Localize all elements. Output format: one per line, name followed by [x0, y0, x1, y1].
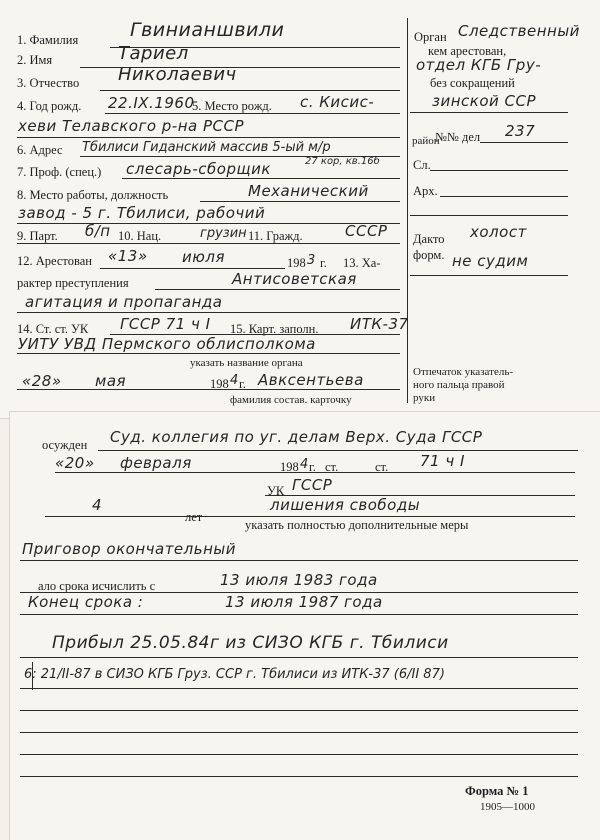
- value-profession: слесарь-сборщик: [126, 160, 271, 178]
- label-convicted: осужден: [42, 438, 88, 452]
- value-verdict: Приговор окончательный: [22, 540, 236, 558]
- label-rayon: район: [412, 135, 440, 147]
- value-term-start: 13 июля 1983 года: [220, 571, 378, 589]
- label-birth-place: 5. Место рожд.: [192, 99, 272, 113]
- hint-extra: указать полностью дополнительные меры: [245, 518, 469, 532]
- label-organ-3: без сокращений: [430, 76, 515, 90]
- rule-blank-4: [20, 776, 578, 777]
- value-article: 71 ч I: [420, 452, 465, 470]
- rule-birth: [105, 113, 400, 114]
- label-uk: УК: [267, 484, 285, 498]
- rule-workplace: [200, 201, 400, 202]
- label-sentence-g: г.: [309, 460, 316, 474]
- value-surname: Гвинианшвили: [130, 19, 285, 41]
- label-dakto: Дакто: [413, 232, 445, 246]
- value-case-no: 237: [505, 122, 536, 140]
- rule-arkh: [440, 196, 568, 197]
- value-date-day: «28»: [22, 372, 62, 390]
- rule-birth-2: [17, 137, 400, 138]
- rule-arrived: [20, 657, 578, 658]
- bottom-card: [10, 412, 600, 840]
- rule-blank-3: [20, 754, 578, 755]
- value-sentence-month: февраля: [120, 454, 192, 472]
- rule-sl: [430, 170, 568, 171]
- label-arrested: 12. Арестован: [17, 254, 92, 268]
- rule-nature: [155, 289, 400, 290]
- label-st2: ст.: [375, 460, 389, 474]
- label-year-unit: г.: [320, 256, 327, 270]
- rule-nature-2: [17, 312, 400, 313]
- label-case-no: №№ дел: [435, 130, 481, 144]
- label-patronymic: 3. Отчество: [17, 76, 80, 90]
- value-nature-2: агитация и пропаганда: [25, 293, 223, 311]
- value-date-month: мая: [95, 372, 127, 390]
- rule-punishment: [45, 516, 575, 517]
- value-court: Суд. коллегия по уг. делам Верх. Суда ГССР: [110, 428, 483, 446]
- value-patronymic: Николаевич: [118, 64, 237, 85]
- value-name: Тариел: [118, 43, 189, 64]
- rule-arkh-2: [410, 215, 568, 216]
- value-organ-2: отдел КГБ Гру-: [416, 56, 542, 74]
- rule-blank-2: [20, 732, 578, 733]
- label-year-198: 198: [287, 256, 306, 270]
- label-articles: 14. Ст. ст. УК: [17, 322, 89, 336]
- value-workplace-1: Механический: [248, 182, 369, 200]
- value-workplace-2: завод - 5 г. Тбилиси, рабочий: [18, 204, 266, 222]
- label-arkh: Арх.: [413, 184, 438, 198]
- label-years: лет: [185, 510, 203, 524]
- value-organ-3: зинской ССР: [432, 92, 537, 110]
- label-citizenship: 11. Гражд.: [248, 229, 303, 243]
- column-divider: [407, 18, 408, 403]
- value-nature-1: Антисоветская: [232, 270, 357, 288]
- label-birth-year: 4. Год рожд.: [17, 99, 82, 113]
- value-transfer: 6: 21/II-87 в СИЗО КГБ Груз. ССР г. Тбилиси из ИТК-37 (6/II 87): [24, 667, 445, 682]
- rule-transfer-mark: [32, 662, 33, 690]
- label-organ: Орган: [414, 30, 447, 44]
- rule-verdict: [20, 560, 578, 561]
- value-party: б/п: [85, 222, 111, 240]
- label-surname: 1. Фамилия: [17, 33, 79, 47]
- label-workplace: 8. Место работы, должность: [17, 188, 169, 202]
- value-card-filled-by: ИТК-37: [350, 315, 409, 333]
- rule-organ: [410, 112, 568, 113]
- rule-case-no: [480, 142, 568, 143]
- label-st: ст.: [325, 460, 339, 474]
- label-profession: 7. Проф. (спец.): [17, 165, 102, 179]
- rule-address: [80, 156, 400, 157]
- value-form: не судим: [452, 252, 529, 270]
- value-address-extra: 27 кор, кв.16б: [305, 156, 380, 167]
- label-date-198: 198: [210, 377, 229, 391]
- hint-compiler: фамилия состав. карточку: [230, 394, 352, 406]
- label-sl: Сл.: [413, 158, 431, 172]
- value-card-filled-2: УИТУ УВД Пермского облисполкома: [18, 335, 316, 353]
- label-term-start: ало срока исчислить с: [38, 579, 156, 593]
- value-nationality: грузин: [200, 226, 247, 241]
- value-birth-place-2: хеви Телавского р-на РССР: [18, 117, 245, 135]
- top-card: [0, 0, 600, 418]
- value-punishment: лишения свободы: [270, 496, 421, 514]
- value-compiler: Авксентьева: [258, 371, 364, 389]
- value-birth-place-1: с. Кисис-: [300, 93, 375, 111]
- label-sentence-198: 198: [280, 460, 299, 474]
- value-date-year: 4: [230, 373, 239, 388]
- label-form-no: Форма № 1: [465, 784, 529, 798]
- value-dakto: холост: [470, 223, 527, 241]
- label-nature-prefix: 13. Ха-: [343, 256, 381, 270]
- label-form: форм.: [413, 248, 445, 262]
- label-form-print: 1905—1000: [480, 801, 535, 813]
- rule-blank-1: [20, 710, 578, 711]
- rule-card-filled: [17, 353, 400, 354]
- rule-court: [98, 450, 578, 451]
- label-date-g: г.: [239, 377, 246, 391]
- value-uk: ГССР: [292, 476, 333, 494]
- rule-patronymic: [100, 90, 400, 91]
- label-organ-2: кем арестован,: [428, 44, 507, 58]
- rule-form: [410, 275, 568, 276]
- rule-workplace-2: [17, 223, 400, 224]
- rule-date: [17, 389, 400, 390]
- value-years: 4: [92, 496, 103, 514]
- label-nationality: 10. Нац.: [118, 229, 162, 243]
- value-sentence-day: «20»: [55, 454, 95, 472]
- value-sentence-year: 4: [300, 457, 309, 472]
- label-fingerprint: Отпечаток указатель- ного пальца правой руки: [413, 366, 513, 404]
- value-citizenship: СССР: [345, 222, 388, 240]
- value-arrest-day: «13»: [108, 247, 148, 265]
- rule-profession: [122, 178, 400, 179]
- label-card-filled: 15. Карт. заполн.: [230, 322, 319, 336]
- value-arrest-year: 3: [307, 253, 316, 268]
- rule-transfer: [20, 688, 578, 689]
- rule-sentence-date: [55, 472, 575, 473]
- label-party: 9. Парт.: [17, 229, 58, 243]
- value-address: Тбилиси Гиданский массив 5-ый м/р: [82, 140, 331, 155]
- value-birth-year: 22.IX.1960: [108, 94, 195, 112]
- hint-organ: указать название органа: [190, 357, 303, 369]
- label-address: 6. Адрес: [17, 143, 63, 157]
- rule-party: [17, 243, 400, 244]
- rule-term-end: [20, 614, 578, 615]
- value-organ-1: Следственный: [458, 22, 580, 40]
- value-term-end: 13 июля 1987 года: [225, 593, 383, 611]
- rule-arrested: [100, 268, 285, 269]
- value-term-end-label: Конец срока :: [28, 593, 144, 611]
- label-nature: рактер преступления: [17, 276, 129, 290]
- value-arrived: Прибыл 25.05.84г из СИЗО КГБ г. Тбилиси: [52, 633, 449, 653]
- value-articles: ГССР 71 ч I: [120, 315, 211, 333]
- value-arrest-month: июля: [182, 248, 225, 266]
- label-name: 2. Имя: [17, 53, 53, 67]
